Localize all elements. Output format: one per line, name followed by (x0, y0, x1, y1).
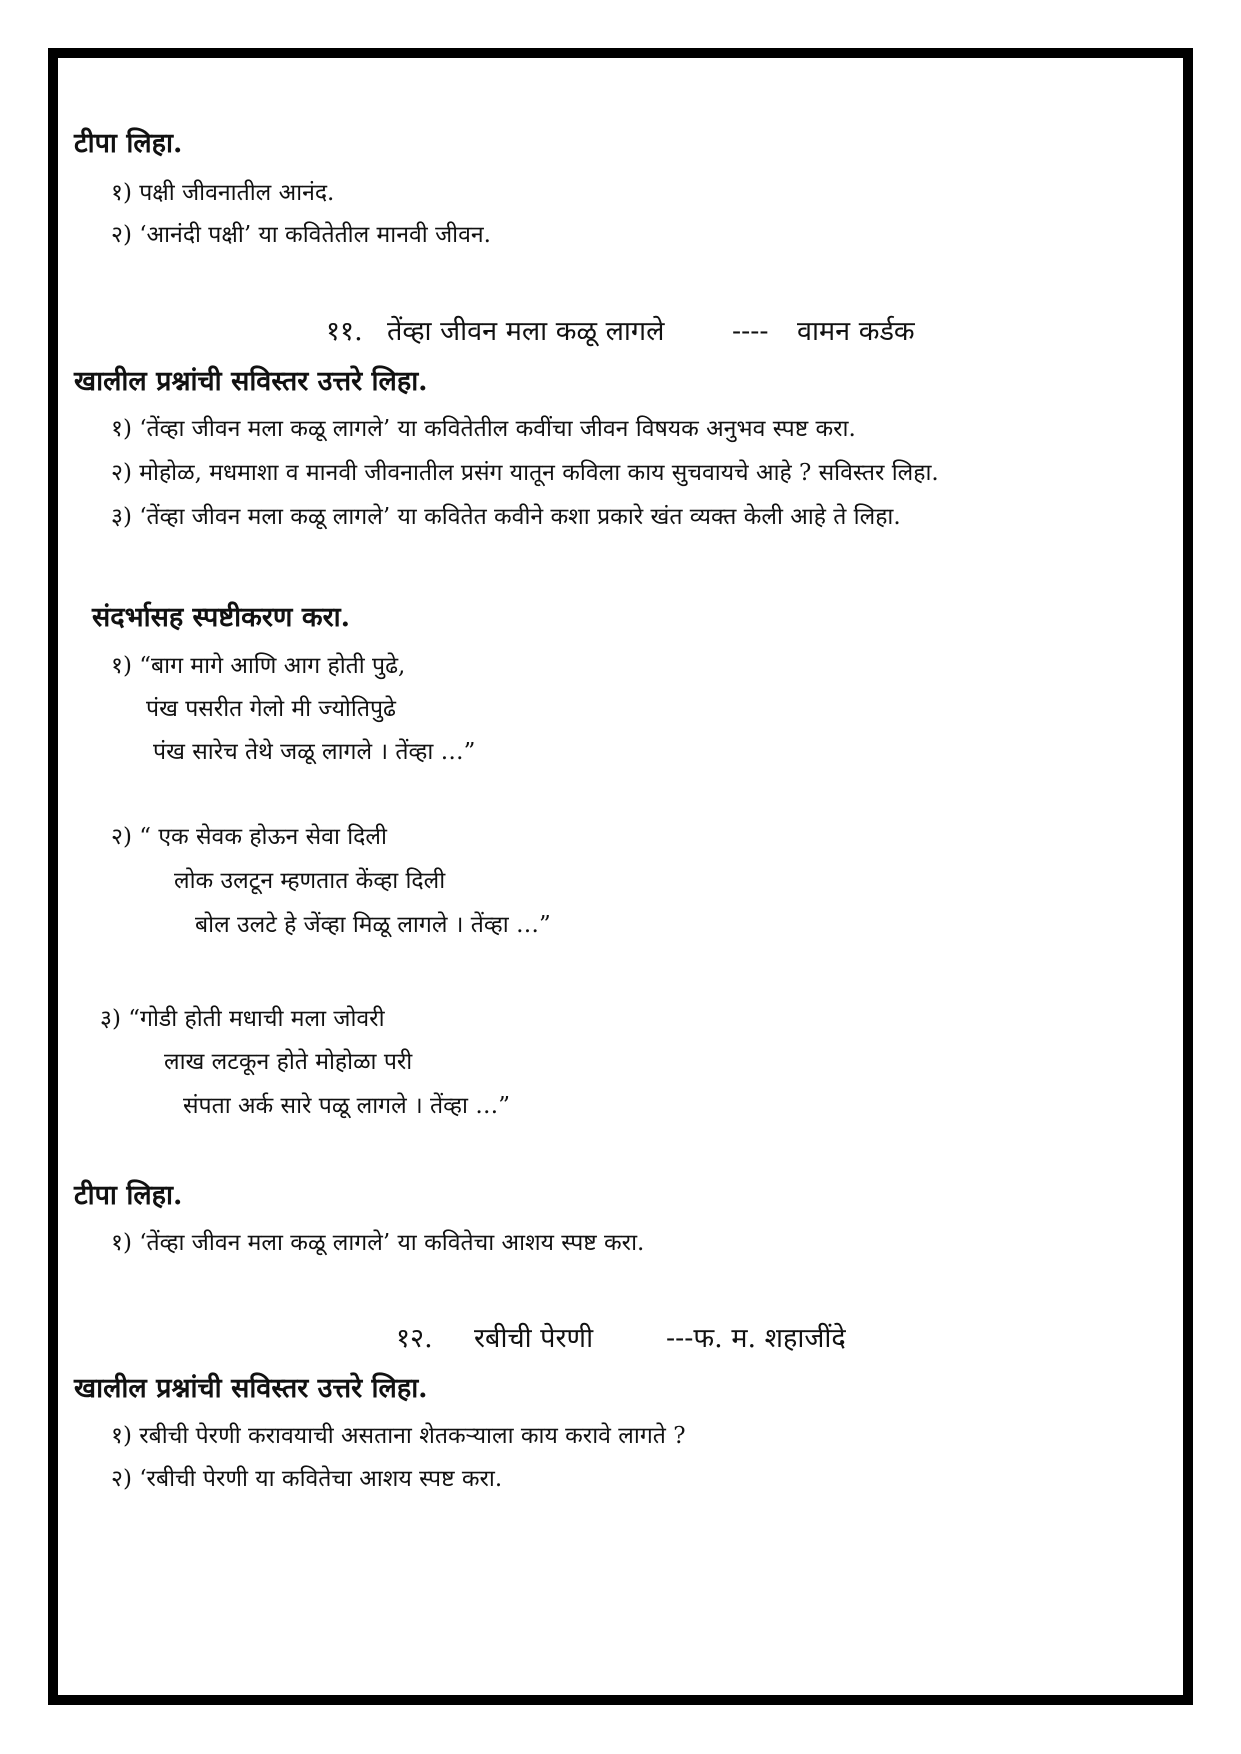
question-item: ३) ‘तेंव्हा जीवन मला कळू लागले’ या कवितेत कवीने कशा प्रकारे खंत व्यक्त केली आहे ते लिहा. (111, 504, 901, 530)
verse-line: पंख पसरीत गेलो मी ज्योतिपुढे (146, 696, 396, 722)
lesson-title: रबीची पेरणी (474, 1323, 594, 1354)
lesson-number: १२. (396, 1323, 433, 1354)
verse-line: २) “ एक सेवक होऊन सेवा दिली (111, 824, 387, 850)
title-separator: ---- (732, 316, 769, 347)
lesson-author: ---फ. म. शहाजींदे (666, 1323, 846, 1354)
notes-heading: टीपा लिहा. (74, 1180, 183, 1211)
reference-heading: संदर्भासह स्पष्टीकरण करा. (92, 602, 351, 633)
verse-line: बोल उलटे हे जेंव्हा मिळू लागले । तेंव्हा …” (195, 912, 551, 938)
verse-line: संपता अर्क सारे पळू लागले । तेंव्हा …” (183, 1093, 511, 1119)
lesson-author: वामन कर्डक (797, 316, 915, 347)
verse-line: पंख सारेच तेथे जळू लागले । तेंव्हा …” (153, 739, 476, 765)
note-item: १) पक्षी जीवनातील आनंद. (111, 180, 335, 206)
question-item: १) रबीची पेरणी करावयाची असताना शेतकऱ्याला काय करावे लागते ? (111, 1423, 686, 1449)
verse-line: लोक उलटून म्हणतात केंव्हा दिली (174, 868, 446, 894)
note-item: १) ‘तेंव्हा जीवन मला कळू लागले’ या कवितेचा आशय स्पष्ट करा. (111, 1230, 645, 1256)
notes-heading: टीपा लिहा. (74, 128, 183, 159)
question-item: २) मोहोळ, मधमाशा व मानवी जीवनातील प्रसंग यातून कविला काय सुचवायचे आहे ? सविस्तर लिहा. (111, 460, 939, 486)
verse-line: लाख लटकून होते मोहोळा परी (164, 1049, 413, 1075)
long-answer-heading: खालील प्रश्नांची सविस्तर उत्तरे लिहा. (74, 366, 428, 397)
lesson-number: ११. (326, 316, 363, 347)
verse-line: ३) “गोडी होती मधाची मला जोवरी (100, 1006, 385, 1032)
long-answer-heading: खालील प्रश्नांची सविस्तर उत्तरे लिहा. (74, 1373, 428, 1404)
question-item: १) ‘तेंव्हा जीवन मला कळू लागले’ या कवितेतील कवींचा जीवन विषयक अनुभव स्पष्ट करा. (111, 416, 856, 442)
note-item: २) ‘आनंदी पक्षी’ या कवितेतील मानवी जीवन. (111, 222, 491, 248)
question-item: २) ‘रबीची पेरणी या कवितेचा आशय स्पष्ट करा. (111, 1466, 503, 1492)
verse-line: १) “बाग मागे आणि आग होती पुढे, (111, 653, 406, 679)
lesson-title: तेंव्हा जीवन मला कळू लागले (387, 316, 665, 347)
